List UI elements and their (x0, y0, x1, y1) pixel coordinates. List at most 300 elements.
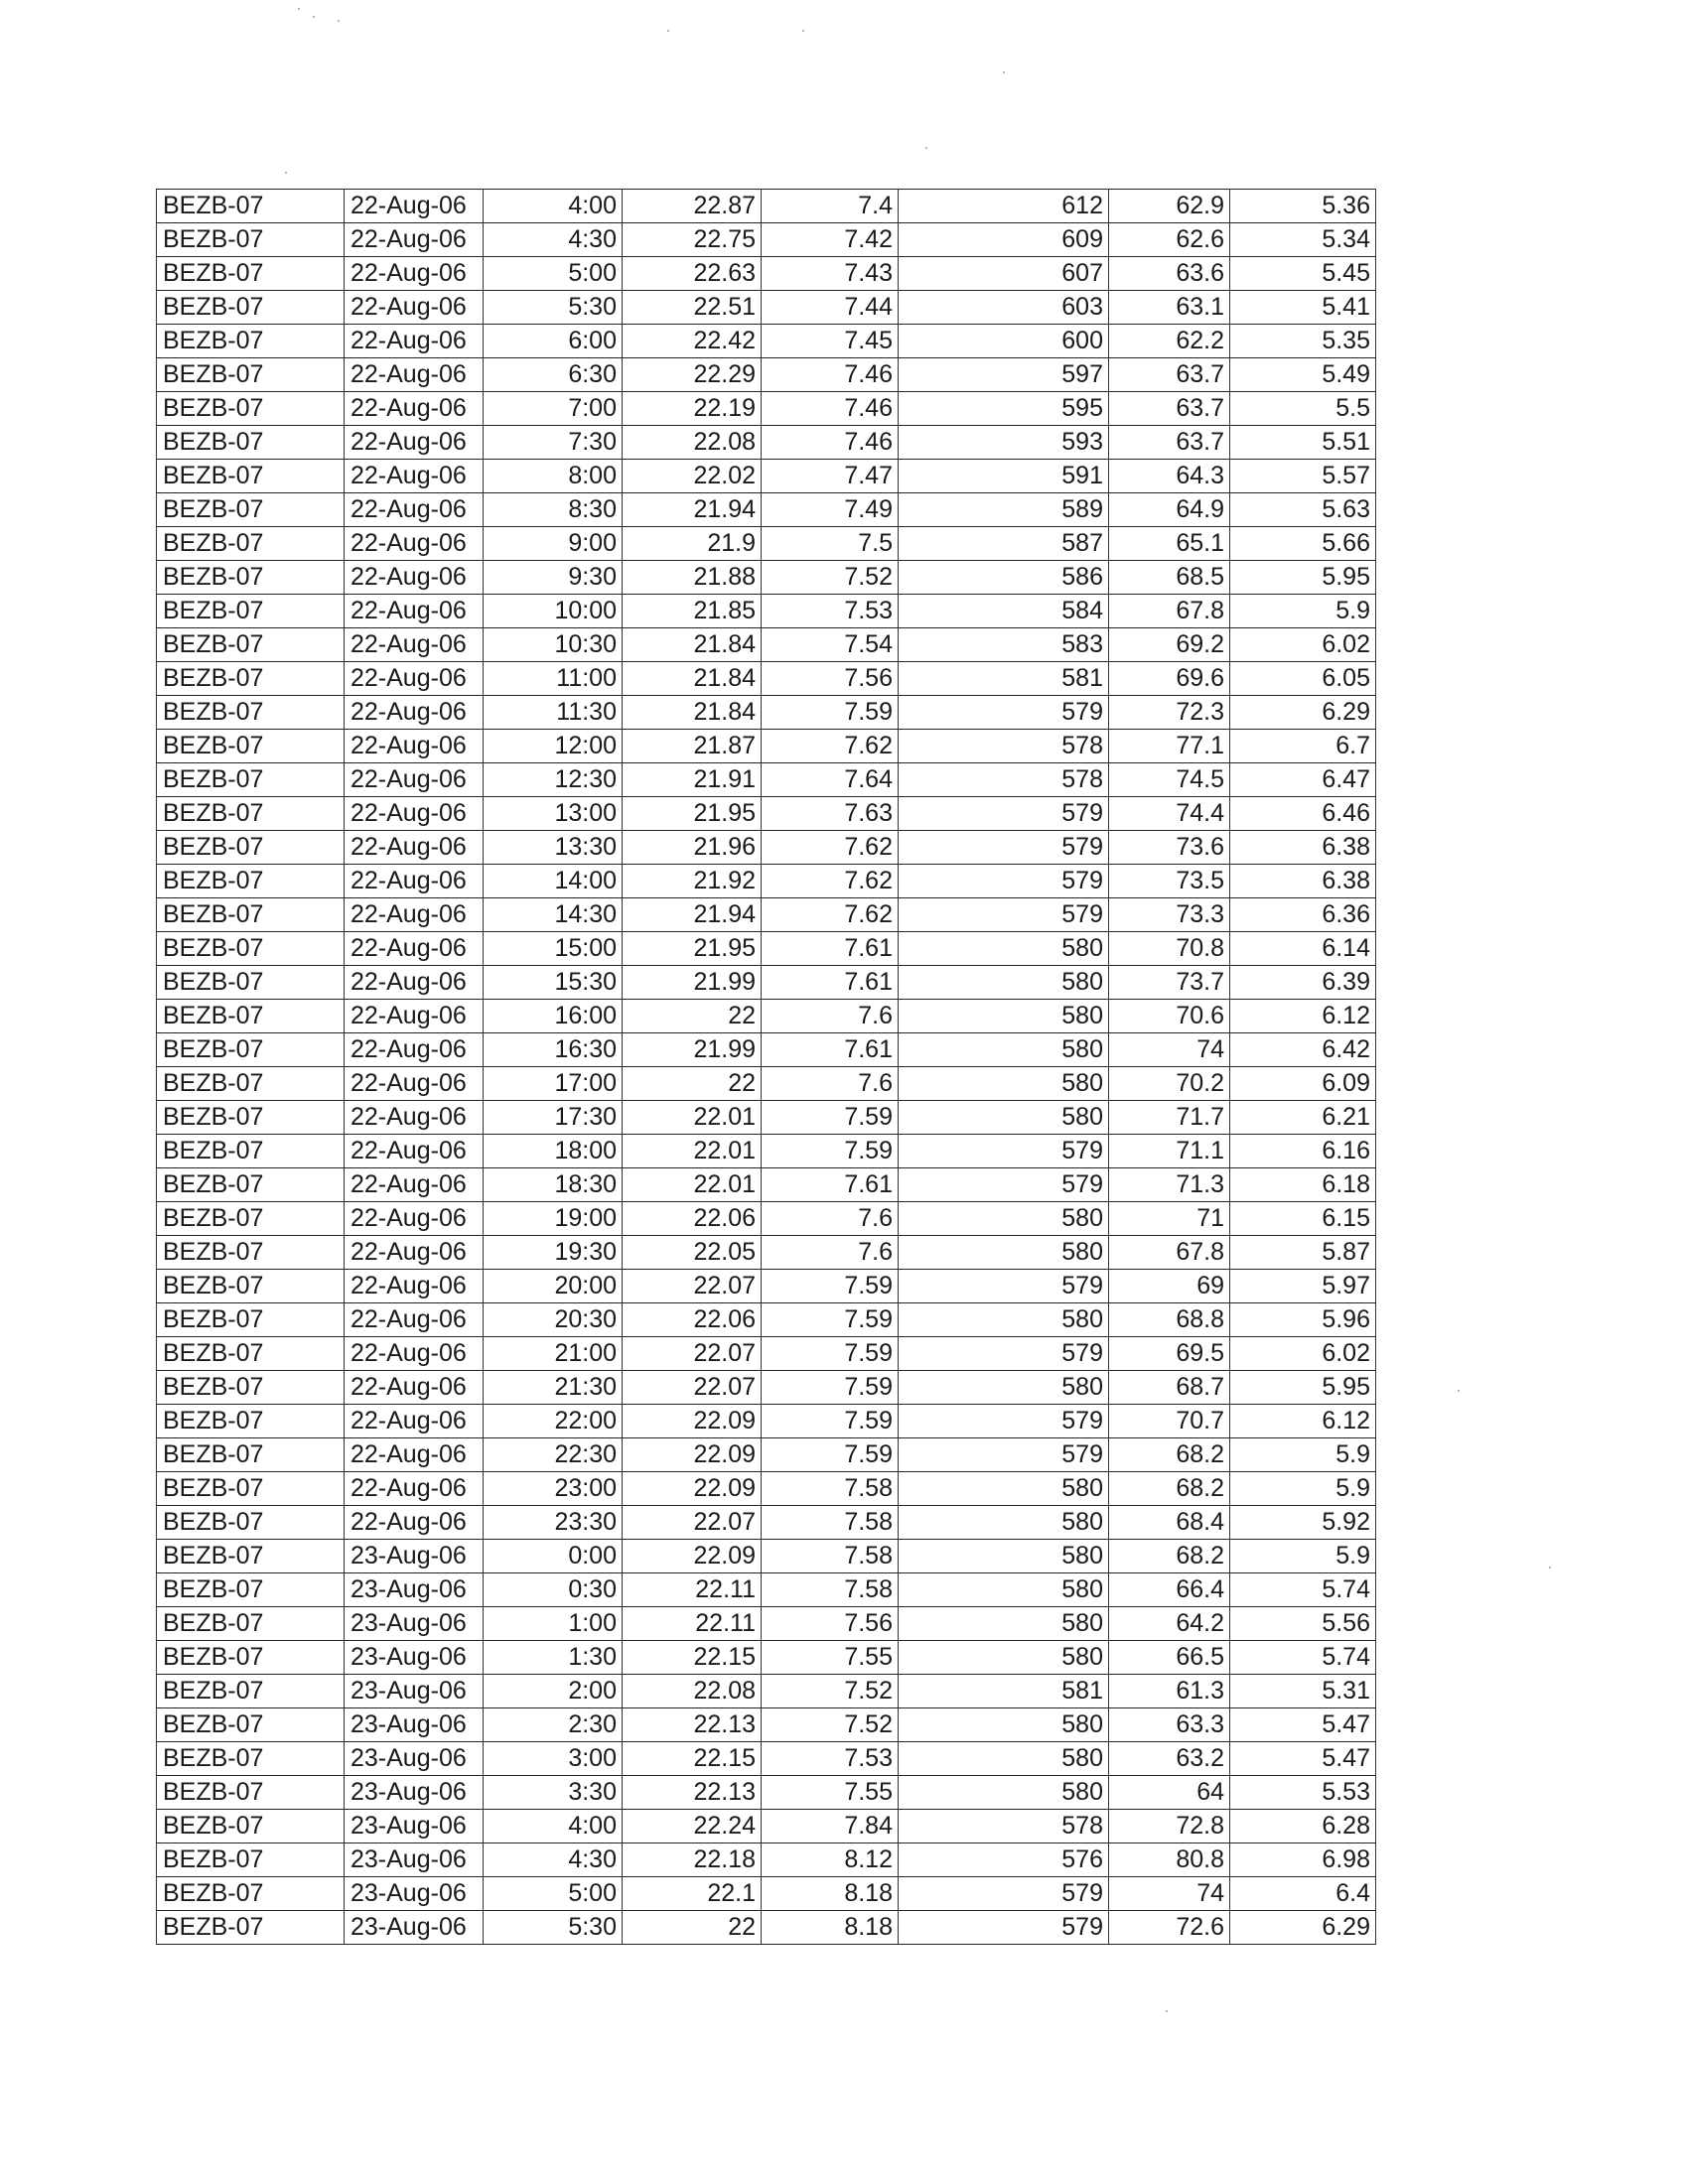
site-cell: BEZB-07 (157, 932, 345, 966)
scan-speck (1166, 2010, 1168, 2012)
value-cell-3: 578 (899, 730, 1109, 763)
value-cell-1: 21.88 (623, 561, 762, 595)
date-cell: 22-Aug-06 (345, 730, 484, 763)
table-row (157, 730, 1376, 763)
value-cell-1: 22.06 (623, 1202, 762, 1236)
value-cell-3: 576 (899, 1843, 1109, 1877)
time-cell: 7:00 (484, 392, 623, 426)
value-cell-5: 5.49 (1230, 358, 1376, 392)
time-cell: 9:00 (484, 527, 623, 561)
value-cell-2: 7.46 (762, 426, 899, 460)
date-cell: 23-Aug-06 (345, 1877, 484, 1911)
value-cell-5: 6.12 (1230, 1405, 1376, 1438)
value-cell-5: 6.18 (1230, 1168, 1376, 1202)
table-row (157, 1101, 1376, 1135)
value-cell-2: 7.6 (762, 1067, 899, 1101)
site-cell: BEZB-07 (157, 460, 345, 493)
value-cell-1: 21.87 (623, 730, 762, 763)
date-cell: 22-Aug-06 (345, 1270, 484, 1303)
value-cell-2: 7.59 (762, 1135, 899, 1168)
value-cell-4: 63.6 (1109, 257, 1230, 291)
time-cell: 23:30 (484, 1506, 623, 1540)
time-cell: 4:00 (484, 190, 623, 223)
time-cell: 0:00 (484, 1540, 623, 1573)
value-cell-1: 21.96 (623, 831, 762, 865)
value-cell-3: 593 (899, 426, 1109, 460)
site-cell: BEZB-07 (157, 1135, 345, 1168)
value-cell-3: 579 (899, 831, 1109, 865)
value-cell-5: 5.74 (1230, 1641, 1376, 1675)
scan-speck (1458, 1390, 1460, 1392)
time-cell: 23:00 (484, 1472, 623, 1506)
table-row (157, 1371, 1376, 1405)
value-cell-4: 71.1 (1109, 1135, 1230, 1168)
value-cell-1: 21.9 (623, 527, 762, 561)
value-cell-2: 7.62 (762, 730, 899, 763)
value-cell-4: 69.2 (1109, 628, 1230, 662)
date-cell: 22-Aug-06 (345, 1000, 484, 1033)
date-cell: 22-Aug-06 (345, 493, 484, 527)
date-cell: 22-Aug-06 (345, 1337, 484, 1371)
value-cell-5: 5.97 (1230, 1270, 1376, 1303)
table-row (157, 898, 1376, 932)
time-cell: 21:00 (484, 1337, 623, 1371)
value-cell-1: 22.11 (623, 1607, 762, 1641)
site-cell: BEZB-07 (157, 561, 345, 595)
value-cell-2: 7.59 (762, 1371, 899, 1405)
date-cell: 22-Aug-06 (345, 190, 484, 223)
value-cell-1: 22.01 (623, 1101, 762, 1135)
value-cell-1: 22.07 (623, 1371, 762, 1405)
date-cell: 22-Aug-06 (345, 662, 484, 696)
table-row (157, 1135, 1376, 1168)
value-cell-2: 7.6 (762, 1000, 899, 1033)
value-cell-3: 579 (899, 1270, 1109, 1303)
site-cell: BEZB-07 (157, 1675, 345, 1708)
date-cell: 22-Aug-06 (345, 1202, 484, 1236)
value-cell-1: 22.09 (623, 1540, 762, 1573)
scan-speck (313, 16, 315, 18)
value-cell-1: 22.07 (623, 1506, 762, 1540)
date-cell: 22-Aug-06 (345, 257, 484, 291)
value-cell-1: 22.06 (623, 1303, 762, 1337)
table-row (157, 1202, 1376, 1236)
value-cell-2: 7.58 (762, 1472, 899, 1506)
site-cell: BEZB-07 (157, 392, 345, 426)
date-cell: 22-Aug-06 (345, 797, 484, 831)
table-row (157, 1405, 1376, 1438)
value-cell-4: 70.7 (1109, 1405, 1230, 1438)
value-cell-3: 579 (899, 865, 1109, 898)
time-cell: 17:00 (484, 1067, 623, 1101)
value-cell-2: 7.61 (762, 1033, 899, 1067)
table-row (157, 460, 1376, 493)
scan-speck (667, 30, 669, 32)
site-cell: BEZB-07 (157, 1270, 345, 1303)
value-cell-1: 22.19 (623, 392, 762, 426)
table-row (157, 392, 1376, 426)
site-cell: BEZB-07 (157, 527, 345, 561)
value-cell-5: 5.35 (1230, 325, 1376, 358)
value-cell-4: 70.8 (1109, 932, 1230, 966)
value-cell-5: 6.42 (1230, 1033, 1376, 1067)
value-cell-4: 69 (1109, 1270, 1230, 1303)
value-cell-2: 7.58 (762, 1506, 899, 1540)
site-cell: BEZB-07 (157, 1000, 345, 1033)
value-cell-4: 77.1 (1109, 730, 1230, 763)
table-row (157, 1742, 1376, 1776)
scan-speck (802, 30, 804, 32)
date-cell: 22-Aug-06 (345, 1303, 484, 1337)
value-cell-2: 7.4 (762, 190, 899, 223)
value-cell-2: 7.59 (762, 1101, 899, 1135)
date-cell: 23-Aug-06 (345, 1810, 484, 1843)
time-cell: 14:00 (484, 865, 623, 898)
value-cell-4: 62.2 (1109, 325, 1230, 358)
date-cell: 23-Aug-06 (345, 1573, 484, 1607)
date-cell: 22-Aug-06 (345, 865, 484, 898)
scan-speck (925, 147, 927, 149)
value-cell-3: 579 (899, 1877, 1109, 1911)
scan-speck (298, 8, 300, 10)
value-cell-2: 7.6 (762, 1236, 899, 1270)
time-cell: 2:30 (484, 1708, 623, 1742)
site-cell: BEZB-07 (157, 1371, 345, 1405)
site-cell: BEZB-07 (157, 291, 345, 325)
value-cell-4: 70.6 (1109, 1000, 1230, 1033)
value-cell-5: 5.34 (1230, 223, 1376, 257)
value-cell-3: 578 (899, 763, 1109, 797)
site-cell: BEZB-07 (157, 1641, 345, 1675)
table-body (157, 190, 1376, 1945)
site-cell: BEZB-07 (157, 1303, 345, 1337)
value-cell-3: 580 (899, 1540, 1109, 1573)
value-cell-5: 6.09 (1230, 1067, 1376, 1101)
value-cell-1: 22.08 (623, 426, 762, 460)
value-cell-3: 579 (899, 1911, 1109, 1945)
value-cell-1: 21.84 (623, 696, 762, 730)
value-cell-2: 7.56 (762, 1607, 899, 1641)
value-cell-3: 580 (899, 932, 1109, 966)
table-row (157, 1776, 1376, 1810)
value-cell-1: 22.02 (623, 460, 762, 493)
time-cell: 22:30 (484, 1438, 623, 1472)
value-cell-4: 63.7 (1109, 426, 1230, 460)
date-cell: 22-Aug-06 (345, 1168, 484, 1202)
date-cell: 22-Aug-06 (345, 628, 484, 662)
table-row (157, 865, 1376, 898)
value-cell-5: 5.9 (1230, 595, 1376, 628)
value-cell-3: 587 (899, 527, 1109, 561)
site-cell: BEZB-07 (157, 1573, 345, 1607)
value-cell-4: 63.3 (1109, 1708, 1230, 1742)
value-cell-2: 7.45 (762, 325, 899, 358)
value-cell-1: 22.01 (623, 1135, 762, 1168)
value-cell-5: 5.9 (1230, 1472, 1376, 1506)
time-cell: 10:30 (484, 628, 623, 662)
value-cell-2: 7.44 (762, 291, 899, 325)
value-cell-2: 7.62 (762, 898, 899, 932)
value-cell-2: 7.43 (762, 257, 899, 291)
value-cell-2: 7.56 (762, 662, 899, 696)
value-cell-5: 5.36 (1230, 190, 1376, 223)
data-table (156, 189, 1376, 1945)
value-cell-4: 73.7 (1109, 966, 1230, 1000)
time-cell: 18:00 (484, 1135, 623, 1168)
site-cell: BEZB-07 (157, 595, 345, 628)
table-row (157, 1506, 1376, 1540)
value-cell-5: 6.02 (1230, 1337, 1376, 1371)
value-cell-2: 7.61 (762, 966, 899, 1000)
value-cell-4: 63.7 (1109, 392, 1230, 426)
value-cell-5: 6.14 (1230, 932, 1376, 966)
time-cell: 5:00 (484, 257, 623, 291)
value-cell-1: 21.94 (623, 898, 762, 932)
value-cell-2: 7.5 (762, 527, 899, 561)
site-cell: BEZB-07 (157, 1236, 345, 1270)
table-row (157, 1438, 1376, 1472)
table-row (157, 662, 1376, 696)
value-cell-1: 21.85 (623, 595, 762, 628)
value-cell-4: 61.3 (1109, 1675, 1230, 1708)
date-cell: 22-Aug-06 (345, 426, 484, 460)
value-cell-1: 22 (623, 1067, 762, 1101)
time-cell: 21:30 (484, 1371, 623, 1405)
value-cell-2: 7.59 (762, 696, 899, 730)
value-cell-4: 65.1 (1109, 527, 1230, 561)
value-cell-1: 22.13 (623, 1776, 762, 1810)
value-cell-1: 22.05 (623, 1236, 762, 1270)
value-cell-5: 6.29 (1230, 1911, 1376, 1945)
table-row (157, 1067, 1376, 1101)
table-row (157, 1641, 1376, 1675)
value-cell-1: 21.84 (623, 662, 762, 696)
time-cell: 2:00 (484, 1675, 623, 1708)
table-row (157, 628, 1376, 662)
table-row (157, 1607, 1376, 1641)
value-cell-1: 21.95 (623, 797, 762, 831)
table-row (157, 1000, 1376, 1033)
site-cell: BEZB-07 (157, 763, 345, 797)
time-cell: 22:00 (484, 1405, 623, 1438)
table-row (157, 932, 1376, 966)
table-row (157, 291, 1376, 325)
value-cell-3: 603 (899, 291, 1109, 325)
scan-speck (338, 20, 340, 22)
table-row (157, 1270, 1376, 1303)
table-row (157, 1236, 1376, 1270)
value-cell-3: 580 (899, 1303, 1109, 1337)
table-row (157, 1877, 1376, 1911)
value-cell-5: 6.05 (1230, 662, 1376, 696)
date-cell: 22-Aug-06 (345, 966, 484, 1000)
value-cell-5: 5.5 (1230, 392, 1376, 426)
time-cell: 11:30 (484, 696, 623, 730)
date-cell: 22-Aug-06 (345, 325, 484, 358)
site-cell: BEZB-07 (157, 1742, 345, 1776)
value-cell-2: 7.62 (762, 865, 899, 898)
date-cell: 22-Aug-06 (345, 358, 484, 392)
value-cell-2: 8.18 (762, 1877, 899, 1911)
value-cell-2: 7.59 (762, 1303, 899, 1337)
time-cell: 0:30 (484, 1573, 623, 1607)
value-cell-4: 71 (1109, 1202, 1230, 1236)
value-cell-5: 6.36 (1230, 898, 1376, 932)
table-row (157, 190, 1376, 223)
date-cell: 23-Aug-06 (345, 1641, 484, 1675)
value-cell-3: 580 (899, 1000, 1109, 1033)
time-cell: 6:00 (484, 325, 623, 358)
value-cell-2: 7.53 (762, 595, 899, 628)
value-cell-1: 21.92 (623, 865, 762, 898)
date-cell: 22-Aug-06 (345, 527, 484, 561)
value-cell-2: 7.62 (762, 831, 899, 865)
date-cell: 23-Aug-06 (345, 1708, 484, 1742)
time-cell: 4:30 (484, 223, 623, 257)
value-cell-4: 64 (1109, 1776, 1230, 1810)
value-cell-1: 22.63 (623, 257, 762, 291)
value-cell-4: 73.3 (1109, 898, 1230, 932)
site-cell: BEZB-07 (157, 1877, 345, 1911)
table-row (157, 561, 1376, 595)
value-cell-5: 5.57 (1230, 460, 1376, 493)
site-cell: BEZB-07 (157, 223, 345, 257)
value-cell-3: 580 (899, 966, 1109, 1000)
value-cell-4: 69.6 (1109, 662, 1230, 696)
time-cell: 17:30 (484, 1101, 623, 1135)
value-cell-2: 7.64 (762, 763, 899, 797)
site-cell: BEZB-07 (157, 1843, 345, 1877)
value-cell-2: 7.58 (762, 1540, 899, 1573)
value-cell-5: 5.95 (1230, 1371, 1376, 1405)
value-cell-4: 64.9 (1109, 493, 1230, 527)
value-cell-5: 5.56 (1230, 1607, 1376, 1641)
date-cell: 22-Aug-06 (345, 696, 484, 730)
value-cell-2: 7.54 (762, 628, 899, 662)
value-cell-1: 22.75 (623, 223, 762, 257)
time-cell: 10:00 (484, 595, 623, 628)
site-cell: BEZB-07 (157, 797, 345, 831)
value-cell-1: 22.18 (623, 1843, 762, 1877)
value-cell-3: 580 (899, 1033, 1109, 1067)
site-cell: BEZB-07 (157, 1168, 345, 1202)
value-cell-3: 583 (899, 628, 1109, 662)
value-cell-2: 7.47 (762, 460, 899, 493)
value-cell-1: 22.08 (623, 1675, 762, 1708)
date-cell: 23-Aug-06 (345, 1776, 484, 1810)
value-cell-2: 7.55 (762, 1776, 899, 1810)
table-row (157, 1303, 1376, 1337)
time-cell: 5:30 (484, 1911, 623, 1945)
table-row (157, 527, 1376, 561)
value-cell-3: 609 (899, 223, 1109, 257)
value-cell-4: 68.2 (1109, 1438, 1230, 1472)
value-cell-3: 581 (899, 662, 1109, 696)
value-cell-5: 6.12 (1230, 1000, 1376, 1033)
site-cell: BEZB-07 (157, 1810, 345, 1843)
value-cell-3: 579 (899, 1438, 1109, 1472)
value-cell-1: 21.99 (623, 1033, 762, 1067)
value-cell-1: 22.29 (623, 358, 762, 392)
value-cell-3: 584 (899, 595, 1109, 628)
time-cell: 9:30 (484, 561, 623, 595)
value-cell-4: 68.8 (1109, 1303, 1230, 1337)
value-cell-2: 7.61 (762, 932, 899, 966)
value-cell-2: 7.49 (762, 493, 899, 527)
value-cell-5: 6.38 (1230, 831, 1376, 865)
value-cell-3: 579 (899, 1135, 1109, 1168)
scan-speck (1003, 71, 1005, 73)
date-cell: 22-Aug-06 (345, 1033, 484, 1067)
time-cell: 3:00 (484, 1742, 623, 1776)
value-cell-5: 6.28 (1230, 1810, 1376, 1843)
value-cell-4: 80.8 (1109, 1843, 1230, 1877)
time-cell: 16:30 (484, 1033, 623, 1067)
date-cell: 22-Aug-06 (345, 763, 484, 797)
site-cell: BEZB-07 (157, 1708, 345, 1742)
value-cell-1: 21.94 (623, 493, 762, 527)
date-cell: 22-Aug-06 (345, 1236, 484, 1270)
value-cell-1: 21.99 (623, 966, 762, 1000)
value-cell-3: 578 (899, 1810, 1109, 1843)
value-cell-5: 5.92 (1230, 1506, 1376, 1540)
date-cell: 23-Aug-06 (345, 1540, 484, 1573)
time-cell: 16:00 (484, 1000, 623, 1033)
value-cell-2: 7.59 (762, 1405, 899, 1438)
value-cell-5: 5.9 (1230, 1540, 1376, 1573)
date-cell: 22-Aug-06 (345, 223, 484, 257)
value-cell-1: 22.15 (623, 1641, 762, 1675)
value-cell-2: 8.12 (762, 1843, 899, 1877)
value-cell-3: 579 (899, 797, 1109, 831)
value-cell-4: 74.5 (1109, 763, 1230, 797)
site-cell: BEZB-07 (157, 1337, 345, 1371)
value-cell-3: 580 (899, 1506, 1109, 1540)
date-cell: 22-Aug-06 (345, 1067, 484, 1101)
table-row (157, 493, 1376, 527)
site-cell: BEZB-07 (157, 190, 345, 223)
value-cell-3: 580 (899, 1202, 1109, 1236)
table-row (157, 223, 1376, 257)
date-cell: 22-Aug-06 (345, 595, 484, 628)
value-cell-4: 74.4 (1109, 797, 1230, 831)
value-cell-2: 7.52 (762, 561, 899, 595)
table-row (157, 1810, 1376, 1843)
value-cell-5: 6.47 (1230, 763, 1376, 797)
site-cell: BEZB-07 (157, 1033, 345, 1067)
value-cell-3: 591 (899, 460, 1109, 493)
value-cell-1: 22.09 (623, 1472, 762, 1506)
value-cell-3: 580 (899, 1641, 1109, 1675)
value-cell-5: 5.87 (1230, 1236, 1376, 1270)
table-row (157, 257, 1376, 291)
value-cell-5: 6.4 (1230, 1877, 1376, 1911)
site-cell: BEZB-07 (157, 1472, 345, 1506)
table-row (157, 1708, 1376, 1742)
date-cell: 22-Aug-06 (345, 1472, 484, 1506)
site-cell: BEZB-07 (157, 1506, 345, 1540)
value-cell-3: 579 (899, 1405, 1109, 1438)
site-cell: BEZB-07 (157, 966, 345, 1000)
value-cell-4: 68.4 (1109, 1506, 1230, 1540)
value-cell-1: 22 (623, 1000, 762, 1033)
value-cell-5: 6.21 (1230, 1101, 1376, 1135)
value-cell-2: 8.18 (762, 1911, 899, 1945)
value-cell-5: 5.41 (1230, 291, 1376, 325)
table-row (157, 358, 1376, 392)
date-cell: 22-Aug-06 (345, 1135, 484, 1168)
table-row (157, 797, 1376, 831)
